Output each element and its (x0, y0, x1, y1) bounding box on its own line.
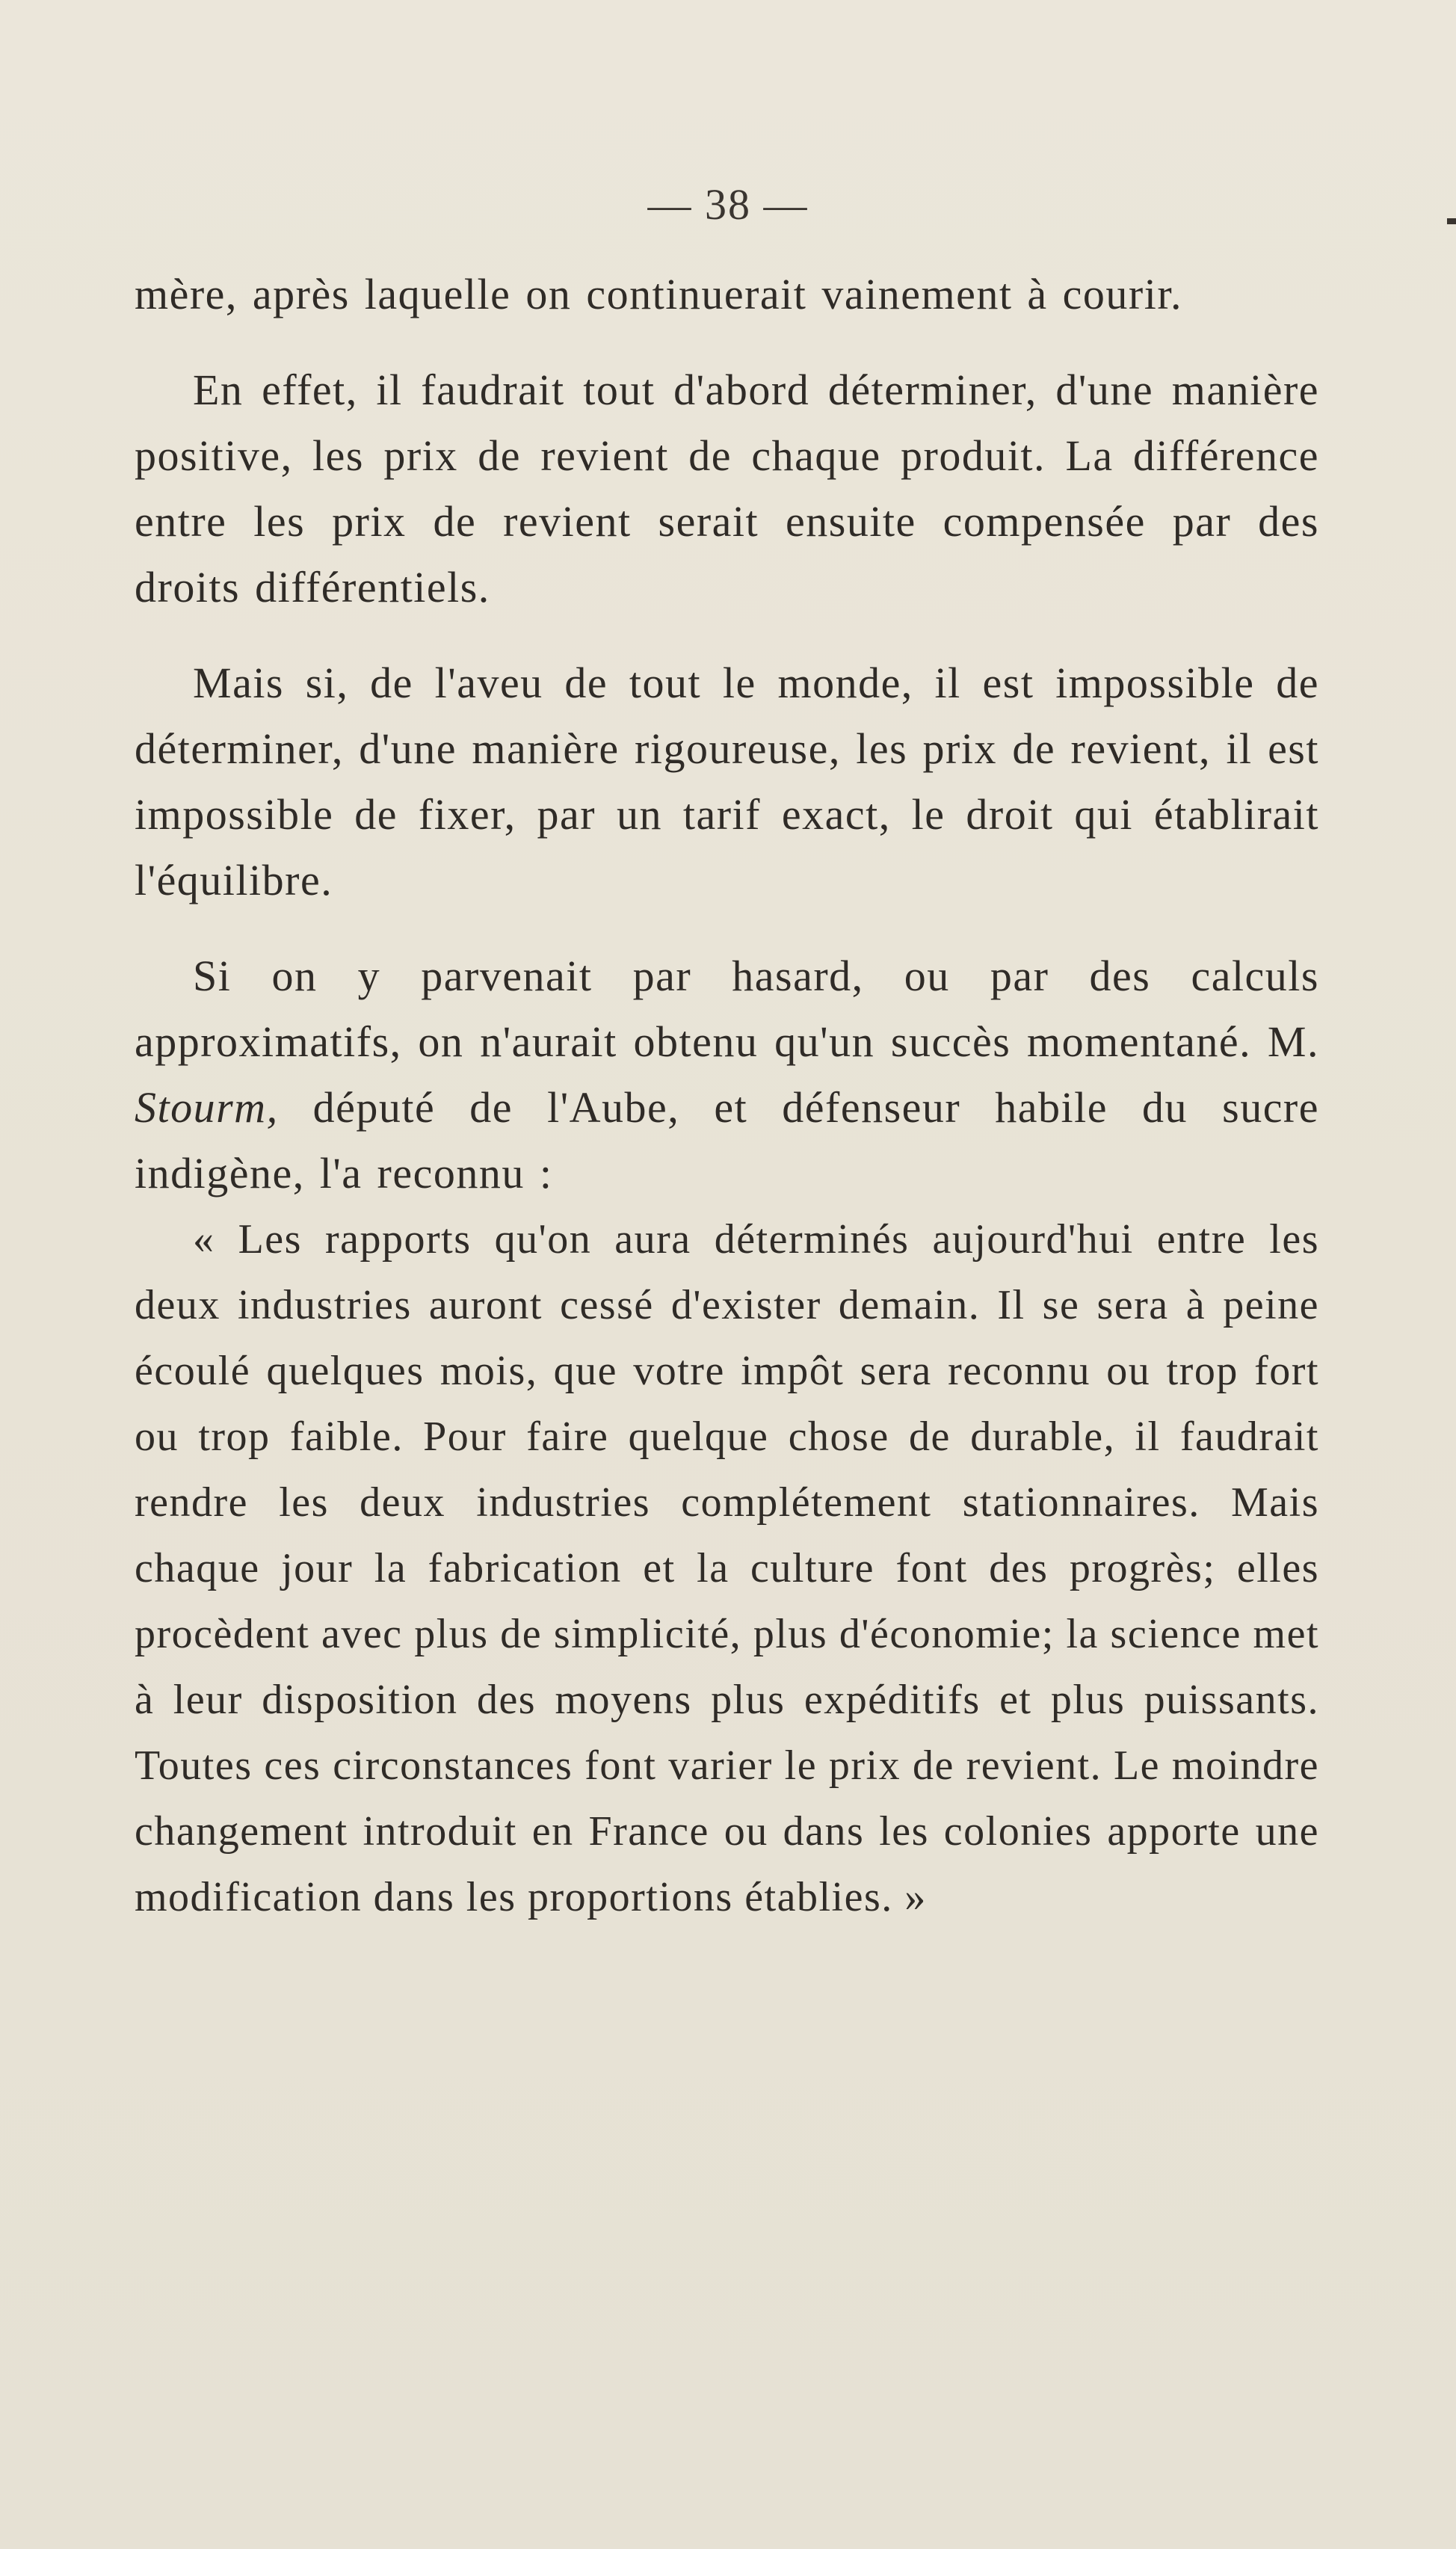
paragraph-si-on-y-parvenait (135, 943, 1319, 1206)
paragraph-en-effet: En effet, il faudrait tout d'abord déterminer, d'une manière positive, les prix de revient de chaque produit. La différence entre les prix de revient serait ensuite compensée par des droits différentiels. (135, 366, 1319, 611)
quotation: « Les rapports qu'on aura déterminés aujourd'hui entre les deux industries auront cessé d'exister demain. Il se sera à peine écoulé quelques mois, que votre impôt sera reconnu ou trop fort ou trop faible. Pour faire quelque chose de durable, il faudrait rendre les deux industries complétement stationnaires. Mais chaque jour la fabrication et la culture font des progrès; elles procèdent avec plus de simplicité, plus d'économie; la science met à leur disposition des moyens plus expéditifs et plus puissants. Toutes ces circonstances font varier le prix de revient. Le moindre changement introduit en France ou dans les colonies apporte une modification dans les proportions établies. » (135, 1216, 1319, 1920)
paragraph-mais-si: Mais si, de l'aveu de tout le monde, il est impossible de déterminer, d'une manière rigoureuse, les prix de revient, il est impossible de fixer, par un tarif exact, le droit qui établirait l'équilibre. (135, 659, 1319, 904)
body-text (135, 262, 1319, 1930)
page-number: — 38 — (647, 180, 809, 229)
deputy-name: Stourm, (135, 1083, 279, 1132)
paragraph-continuation: mère, après laquelle on continuerait vainement à courir. (135, 270, 1182, 318)
paragraph-text-after-name: député de l'Aube, et défenseur habile du sucre indigène, l'a reconnu : (135, 1083, 1319, 1198)
paragraph-text-before-name: Si on y parvenait par hasard, ou par des calculs approximatifs, on n'aurait obtenu qu'un succès momentané. M. (135, 952, 1319, 1066)
